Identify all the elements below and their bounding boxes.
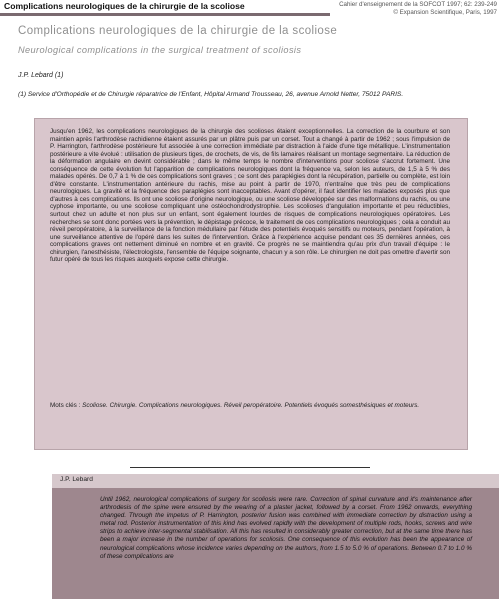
site-title: Complications neurologiques de la chirurgie de la scoliose [4,1,245,11]
keywords-label: Mots clés : [50,402,81,409]
english-abstract-author: J.P. Lebard [60,476,93,483]
author-affiliation: (1) Service d'Orthopédie et de Chirurgie réparatrice de l'Enfant, Hôpital Armand Trousseau, 26, avenue Arnold Netter, 75012 PARIS. [18,91,404,98]
article-title: Complications neurologiques de la chirurgie de la scoliose [18,25,338,37]
article-author: J.P. Lebard (1) [18,72,64,79]
journal-citation-line: Cahier d'enseignement de la SOFCOT 1997; 62: 239-249 [339,1,497,8]
french-abstract-text: Jusqu'en 1962, les complications neurologiques de la chirurgie des scolioses étaient exceptionnelles. La correction de la courbure et son maintien après l'arthrodèse rachidienne étaient assurés par un plâtre puis par un corset. Tout a changé à partir de 1962 ; sous l'impulsion de P. Harrington, l'arthrodèse postérieure fut associée à une correction immédiate par distraction à l'aide d'une tige métallique. L'instrumentation postérieure a vite évolué : utilisation de plusieurs tiges, de crochets, de vis, de fils lamaires réalisant un montage segmentaire. La réduction de la déformation angulaire en devint considérable ; dans le même temps le nombre d'interventions pour scoliose s'accrut fortement. Une conséquence de cette évolution fut l'apparition de complications neurologiques dont la fréquence va, selon les auteurs, de 1,5 à 5 % des malades opérés. De 0,7 à 1 % de ces complications sont graves ; ce sont des paraplégies dont la récupération, partielle ou complète, est loin d'être constante. L'instrumentation antérieure du rachis, mise au point à partir de 1970, n'entraîne que très peu de complications neurologiques. La gravité et la fréquence des paraplégies sont inacceptables. Avant d'opérer, il faut identifier les malades exposés plus que d'autres à ces complications. Ils ont une scoliose d'origine neurologique, ou une scoliose développée sur des malformations du rachis, ou une cyphose importante, ou une scoliose compliquant une ostéochondrodystrophie. Les scolioses d'angulation importante et peu réductibles, surtout chez un adulte et non plus sur un enfant, sont également lourdes de risques de complications neurologiques opératoires. Les recherches se sont donc portées vers la prévention, le dépistage précoce, le traitement de ces complications neurologiques ; cela a conduit au réveil peropératoire, à la surveillance de la fonction médullaire par l'étude des potentiels évoqués sensitifs ou moteurs, pendant l'opération, à une surveillance attentive de l'opéré dans les suites de l'intervention. Grâce à l'expérience acquise pendant ces 35 dernières années, ces complications graves ont nettement diminué en nombre et en gravité. Ce progrès ne se maintiendra qu'au prix d'un travail d'équipe : le chirurgien, l'anesthésiste, l'électrologiste, l'ensemble de l'équipe soignante, chacun y a son rôle. Le chirurgien ne doit pas omettre d'avertir son futur opéré de tous les risques auxquels expose cette chirurgie. [50,128,450,264]
section-divider [130,467,370,468]
english-author-strip [52,474,499,488]
header-rule [0,13,330,16]
english-abstract-text: Until 1962, neurological complications of surgery for scoliosis were rare. Correction of spinal curvature and it's maintenance after arthrodesis of the spine were ensured by the wearing of a plaster jacket, followed by a corset. From 1962 onwards, everything changed. Through the impetus of P. Harrington, posterior fusion was combined with immediate correction by distraction using a metal rod. Posterior instrumentation of this kind has evolved rapidly with the development of multiple rods, hooks, screws and wire strips to achieve inter-segmental stabilisation. All this has resulted in considerably greater correction, but at the same time there has been a major increase in the number of operations for scoliosis. One consequence of this evolution has been the appearance of neurological complications whose incidence varies depending on the authors, from 1.5 to 5.0 % of operations. Between 0.7 to 1.0 % of these complications are [100,496,472,560]
journal-citation [339,1,497,17]
keywords [50,402,450,410]
journal-copyright-line: © Expansion Scientifique, Paris, 1997 [393,9,497,16]
article-subtitle: Neurological complications in the surgical treatment of scoliosis [18,45,302,55]
keywords-values: Scoliose. Chirurgie. Complications neurologiques. Réveil peropératoire. Potentiels évoqués somesthésiques et moteurs. [82,402,420,409]
page-header [0,0,500,16]
